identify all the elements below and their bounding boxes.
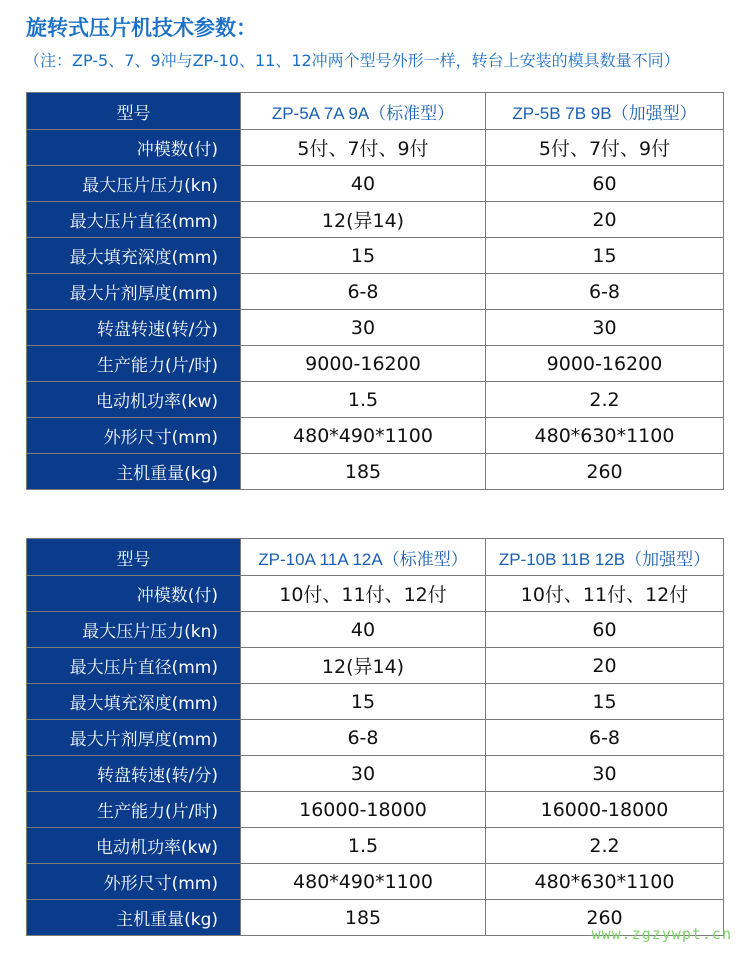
table-row	[27, 792, 724, 828]
row-value-enhanced: 2.2	[486, 382, 724, 418]
row-label: 主机重量(kg)	[27, 900, 241, 936]
table-header-row	[27, 539, 724, 576]
spec-table-2	[26, 538, 724, 936]
table-row	[27, 612, 724, 648]
table-row	[27, 454, 724, 490]
row-value-standard: 9000-16200	[241, 346, 486, 382]
table-row	[27, 310, 724, 346]
row-label: 电动机功率(kw)	[27, 828, 241, 864]
header-model-2: ZP-10B 11B 12B（加强型）	[486, 539, 724, 576]
row-label: 最大压片直径(mm)	[27, 648, 241, 684]
row-value-enhanced: 480*630*1100	[486, 418, 724, 454]
row-value-standard: 6-8	[241, 720, 486, 756]
row-value-enhanced: 260	[486, 900, 724, 936]
row-value-standard: 6-8	[241, 274, 486, 310]
row-label: 最大压片压力(kn)	[27, 612, 241, 648]
row-value-standard: 40	[241, 166, 486, 202]
row-value-enhanced: 15	[486, 684, 724, 720]
row-label: 主机重量(kg)	[27, 454, 241, 490]
row-value-enhanced: 30	[486, 756, 724, 792]
row-label: 外形尺寸(mm)	[27, 418, 241, 454]
row-value-standard: 185	[241, 454, 486, 490]
table-row	[27, 864, 724, 900]
table-row	[27, 418, 724, 454]
header-model-label: 型号	[27, 93, 241, 130]
row-value-standard: 1.5	[241, 382, 486, 418]
spec-table-1	[26, 92, 724, 490]
row-value-standard: 5付、7付、9付	[241, 130, 486, 166]
table-row	[27, 166, 724, 202]
row-value-enhanced: 16000-18000	[486, 792, 724, 828]
row-value-enhanced: 6-8	[486, 720, 724, 756]
row-label: 冲模数(付)	[27, 130, 241, 166]
table-row	[27, 756, 724, 792]
row-label: 最大片剂厚度(mm)	[27, 720, 241, 756]
row-label: 冲模数(付)	[27, 576, 241, 612]
row-value-standard: 15	[241, 238, 486, 274]
row-value-enhanced: 5付、7付、9付	[486, 130, 724, 166]
row-value-enhanced: 6-8	[486, 274, 724, 310]
row-value-standard: 185	[241, 900, 486, 936]
row-label: 最大片剂厚度(mm)	[27, 274, 241, 310]
header-model-1: ZP-10A 11A 12A（标准型）	[241, 539, 486, 576]
table-row	[27, 238, 724, 274]
row-value-enhanced: 60	[486, 612, 724, 648]
table-row	[27, 576, 724, 612]
header-model-2: ZP-5B 7B 9B（加强型）	[486, 93, 724, 130]
row-label: 最大压片直径(mm)	[27, 202, 241, 238]
table-row	[27, 720, 724, 756]
row-value-standard: 12(异14)	[241, 648, 486, 684]
table-row	[27, 274, 724, 310]
header-model-label: 型号	[27, 539, 241, 576]
header-model-1: ZP-5A 7A 9A（标准型）	[241, 93, 486, 130]
row-value-standard: 40	[241, 612, 486, 648]
row-value-enhanced: 30	[486, 310, 724, 346]
row-label: 外形尺寸(mm)	[27, 864, 241, 900]
table-row	[27, 382, 724, 418]
row-value-enhanced: 20	[486, 202, 724, 238]
row-label: 生产能力(片/时)	[27, 792, 241, 828]
row-value-standard: 480*490*1100	[241, 418, 486, 454]
watermark: www.zgzywpt.cn	[591, 925, 732, 943]
row-value-enhanced: 10付、11付、12付	[486, 576, 724, 612]
row-value-standard: 30	[241, 310, 486, 346]
row-label: 生产能力(片/时)	[27, 346, 241, 382]
row-value-enhanced: 260	[486, 454, 724, 490]
table-row	[27, 828, 724, 864]
row-label: 最大填充深度(mm)	[27, 684, 241, 720]
table-header-row	[27, 93, 724, 130]
row-label: 最大填充深度(mm)	[27, 238, 241, 274]
row-value-enhanced: 20	[486, 648, 724, 684]
table-row	[27, 684, 724, 720]
row-value-standard: 16000-18000	[241, 792, 486, 828]
row-value-standard: 12(异14)	[241, 202, 486, 238]
row-value-standard: 1.5	[241, 828, 486, 864]
row-value-enhanced: 480*630*1100	[486, 864, 724, 900]
page-note: （注：ZP-5、7、9冲与ZP-10、11、12冲两个型号外形一样，转台上安装的模具数量不同）	[24, 51, 680, 70]
row-value-standard: 30	[241, 756, 486, 792]
row-value-standard: 15	[241, 684, 486, 720]
row-value-enhanced: 9000-16200	[486, 346, 724, 382]
row-value-enhanced: 2.2	[486, 828, 724, 864]
row-label: 最大压片压力(kn)	[27, 166, 241, 202]
row-value-standard: 480*490*1100	[241, 864, 486, 900]
table-row	[27, 202, 724, 238]
row-value-enhanced: 60	[486, 166, 724, 202]
row-label: 转盘转速(转/分)	[27, 756, 241, 792]
row-label: 电动机功率(kw)	[27, 382, 241, 418]
row-value-enhanced: 15	[486, 238, 724, 274]
table-row	[27, 346, 724, 382]
table-row	[27, 130, 724, 166]
row-value-standard: 10付、11付、12付	[241, 576, 486, 612]
table-row	[27, 648, 724, 684]
page-title: 旋转式压片机技术参数：	[26, 16, 257, 40]
row-label: 转盘转速(转/分)	[27, 310, 241, 346]
